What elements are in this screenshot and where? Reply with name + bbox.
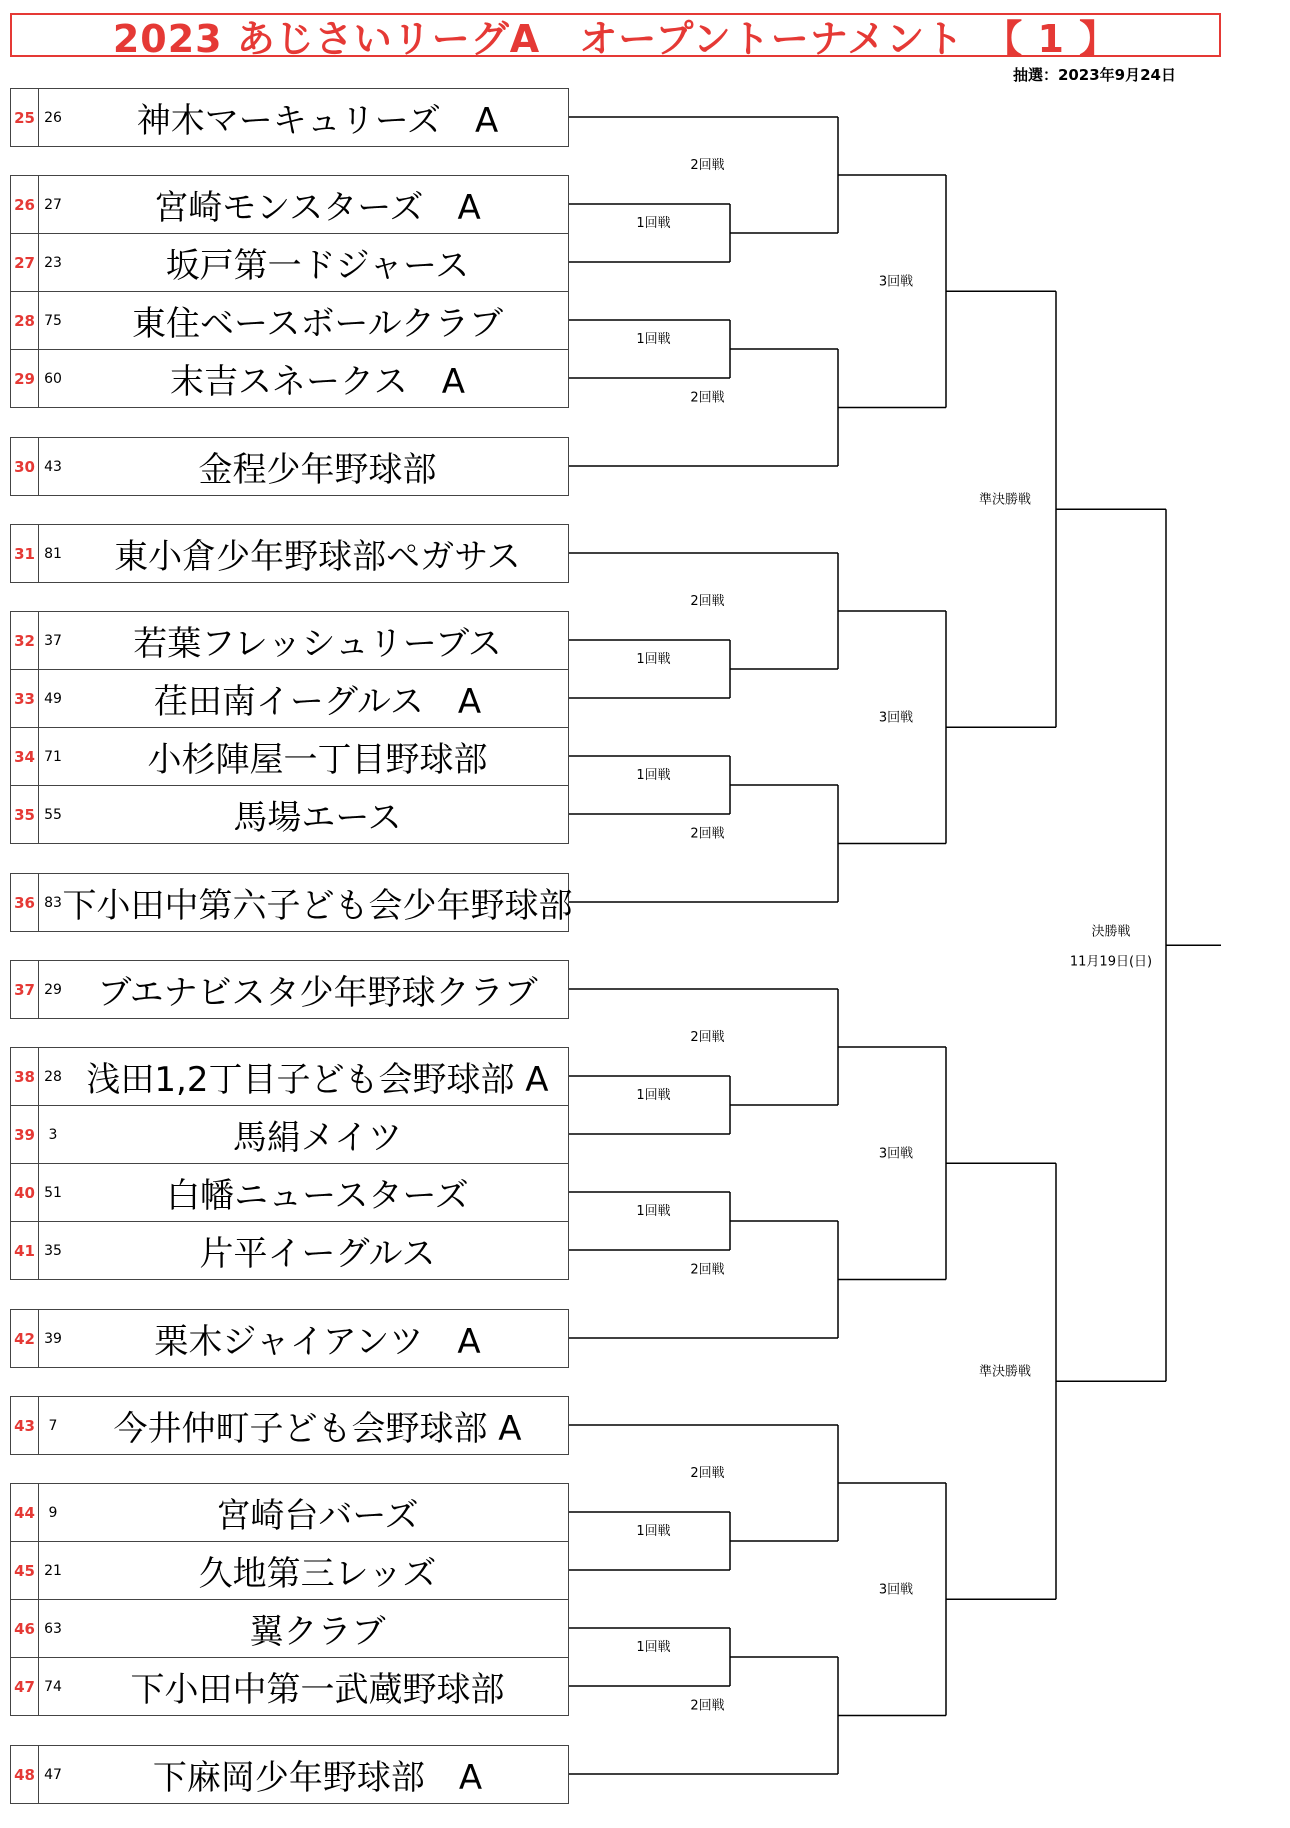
round-label-semi: 準決勝戦 [978, 492, 1032, 508]
draw-number: 26 [44, 109, 62, 126]
seed-number: 36 [11, 874, 39, 931]
seed-number: 27 [11, 234, 39, 291]
draw-number: 9 [48, 1504, 58, 1521]
seed-number: 44 [11, 1484, 39, 1541]
round-label-1: 1回戦 [636, 652, 671, 667]
team-name: 若葉フレッシュリーブス [133, 624, 502, 664]
draw-number: 60 [44, 370, 62, 387]
seed-number: 40 [11, 1164, 39, 1221]
team-name: 片平イーグルス [199, 1234, 436, 1274]
seed-number: 34 [11, 728, 39, 785]
round-label-1: 1回戦 [636, 1088, 671, 1103]
seed-number: 33 [11, 670, 39, 727]
seed-number: 32 [11, 612, 39, 669]
team-name: 東小倉少年野球部ペガサス [114, 537, 521, 577]
draw-number: 47 [44, 1766, 62, 1783]
draw-number: 55 [44, 806, 62, 823]
draw-number: 39 [44, 1330, 62, 1347]
round-label-1: 1回戦 [636, 1524, 671, 1539]
round-label-semi: 準決勝戦 [978, 1364, 1032, 1380]
seed-number: 28 [11, 292, 39, 349]
round-label-1: 1回戦 [636, 1204, 671, 1219]
team-name: 小杉陣屋一丁目野球部 [147, 740, 488, 780]
round-label-3: 3回戦 [878, 710, 914, 726]
draw-number: 23 [44, 254, 62, 271]
team-name: 栗木ジャイアンツ A [154, 1322, 481, 1362]
draw-number: 63 [44, 1620, 62, 1637]
team-name: ブエナビスタ少年野球クラブ [97, 973, 538, 1013]
round-label-3: 3回戦 [878, 274, 914, 290]
seed-number: 45 [11, 1542, 39, 1599]
team-name: 馬絹メイツ [232, 1118, 403, 1158]
seed-number: 25 [11, 89, 39, 146]
team-name: 荏田南イーグルス A [153, 682, 482, 722]
seed-number: 31 [11, 525, 39, 582]
team-name: 今井仲町子ども会野球部 A [113, 1409, 522, 1449]
round-label-2: 2回戦 [690, 1030, 725, 1045]
round-label-1: 1回戦 [636, 216, 671, 231]
team-name: 末吉スネークス A [170, 362, 465, 402]
seed-number: 47 [11, 1658, 39, 1715]
round-label-2: 2回戦 [690, 826, 725, 842]
round-label-final: 決勝戦 [1091, 924, 1131, 940]
team-name: 下小田中第六子ども会少年野球部 [62, 886, 573, 926]
draw-number: 29 [44, 981, 62, 998]
seed-number: 41 [11, 1222, 39, 1279]
team-name: 宮崎モンスターズ A [154, 188, 481, 228]
draw-number: 83 [44, 894, 62, 911]
draw-date: 抽選：2023年9月24日 [1012, 66, 1176, 84]
seed-number: 39 [11, 1106, 39, 1163]
draw-number: 28 [44, 1068, 62, 1085]
team-name: 宮崎台バーズ [216, 1496, 419, 1536]
draw-number: 43 [44, 458, 62, 475]
seed-number: 37 [11, 961, 39, 1018]
round-label-2: 2回戦 [690, 158, 725, 173]
draw-number: 7 [48, 1417, 58, 1434]
seed-number: 46 [11, 1600, 39, 1657]
draw-number: 71 [44, 748, 62, 765]
final-date: 11月19日(日) [1069, 954, 1153, 970]
team-name: 下麻岡少年野球部 A [152, 1758, 483, 1798]
page-title: 2023 あじさいリーグA オープントーナメント 【 1 】 [112, 16, 1119, 61]
team-name: 馬場エース [233, 798, 402, 838]
round-label-2: 2回戦 [690, 594, 725, 609]
draw-number: 75 [44, 312, 62, 329]
team-name: 久地第三レッズ [198, 1554, 437, 1594]
draw-number: 3 [48, 1126, 58, 1143]
draw-number: 27 [44, 196, 62, 213]
draw-number: 37 [44, 632, 62, 649]
team-name: 下小田中第一武蔵野球部 [130, 1670, 505, 1710]
round-label-1: 1回戦 [636, 1640, 671, 1655]
round-label-2: 2回戦 [690, 1466, 725, 1481]
seed-number: 29 [11, 350, 39, 407]
seed-number: 43 [11, 1397, 39, 1454]
round-label-1: 1回戦 [636, 768, 671, 783]
draw-number: 35 [44, 1242, 62, 1259]
seed-number: 42 [11, 1310, 39, 1367]
draw-number: 21 [44, 1562, 62, 1579]
team-name: 神木マーキュリーズ A [136, 101, 499, 141]
round-label-3: 3回戦 [878, 1146, 914, 1162]
round-label-2: 2回戦 [690, 1698, 725, 1714]
seed-number: 35 [11, 786, 39, 843]
draw-number: 74 [44, 1678, 62, 1695]
team-name: 翼クラブ [249, 1612, 386, 1652]
seed-number: 48 [11, 1746, 39, 1803]
seed-number: 26 [11, 176, 39, 233]
team-name: 東住ベースボールクラブ [132, 304, 503, 344]
seed-number: 30 [11, 438, 39, 495]
round-label-3: 3回戦 [878, 1582, 914, 1598]
team-name: 坂戸第一ドジャース [165, 246, 470, 286]
round-label-1: 1回戦 [636, 332, 671, 347]
team-name: 浅田1,2丁目子ども会野球部 A [86, 1060, 549, 1100]
team-name: 白幡ニュースターズ [166, 1176, 469, 1216]
round-label-2: 2回戦 [690, 390, 725, 406]
draw-number: 81 [44, 545, 62, 562]
draw-number: 49 [44, 690, 62, 707]
draw-number: 51 [44, 1184, 62, 1201]
team-name: 金程少年野球部 [198, 450, 437, 490]
round-label-2: 2回戦 [690, 1262, 725, 1278]
seed-number: 38 [11, 1048, 39, 1105]
